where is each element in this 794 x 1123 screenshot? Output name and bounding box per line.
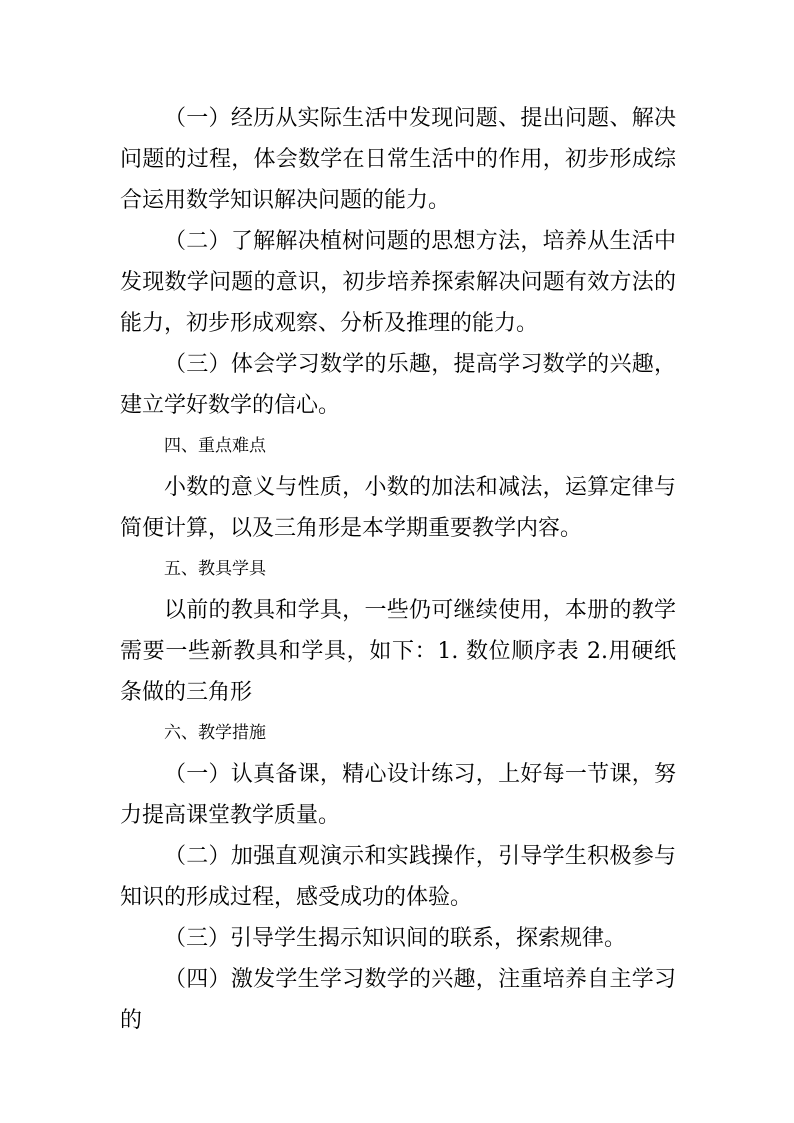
paragraph-goal-1: （一）经历从实际生活中发现问题、提出问题、解决问题的过程，体会数学在日常生活中的作用，初步形成综合运用数学知识解决问题的能力。 — [120, 106, 676, 213]
section-heading-teaching-aids: 五、教具学具 — [164, 559, 266, 579]
paragraph-measure-2: （二）加强直观演示和实践操作，引导学生积极参与知识的形成过程，感受成功的体验。 — [120, 844, 676, 910]
paragraph-goal-2: （二）了解解决植树问题的思想方法，培养从生活中发现数学问题的意识，初步培养探索解决问题有效方法的能力，初步形成观察、分析及推理的能力。 — [120, 229, 676, 336]
section-heading-measures: 六、教学措施 — [164, 723, 266, 743]
section-heading-key-points: 四、重点难点 — [164, 436, 266, 456]
paragraph-teaching-aids: 以前的教具和学具，一些仍可继续使用，本册的教学需要一些新教具和学具，如下：1. 数位顺序表 2.用硬纸条做的三角形 — [120, 598, 676, 705]
document-page — [120, 98, 676, 1041]
paragraph-measure-3: （三）引导学生揭示知识间的联系，探索规律。 — [164, 926, 627, 951]
paragraph-key-points: 小数的意义与性质，小数的加法和减法，运算定律与简便计算，以及三角形是本学期重要教学内容。 — [120, 475, 676, 541]
paragraph-measure-4: （四）激发学生学习数学的兴趣，注重培养自主学习的 — [120, 967, 676, 1033]
paragraph-measure-1: （一）认真备课，精心设计练习，上好每一节课，努力提高课堂教学质量。 — [120, 762, 676, 828]
paragraph-goal-3: （三）体会学习数学的乐趣，提高学习数学的兴趣，建立学好数学的信心。 — [120, 352, 676, 418]
